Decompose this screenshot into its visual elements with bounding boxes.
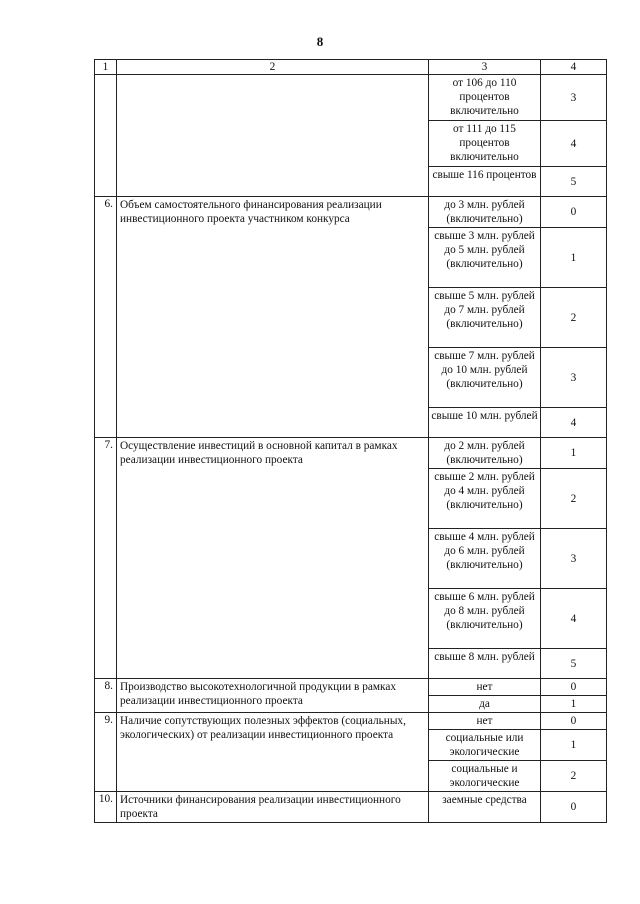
option-text: от 106 до 110 процентов включительно xyxy=(429,75,541,121)
table-row xyxy=(95,438,607,469)
header-cell-4: 4 xyxy=(541,60,607,75)
option-score: 3 xyxy=(541,75,607,121)
header-cell-3: 3 xyxy=(429,60,541,75)
option-text: социальные и экологические xyxy=(429,761,541,792)
criterion-text: Производство высокотехнологичной продукции в рамках реализации инвестиционного проекта xyxy=(117,679,429,713)
option-text: свыше 8 млн. рублей xyxy=(429,649,541,679)
option-text: свыше 4 млн. рублей до 6 млн. рублей (включительно) xyxy=(429,529,541,589)
option-text: свыше 6 млн. рублей до 8 млн. рублей (включительно) xyxy=(429,589,541,649)
row-number xyxy=(95,75,117,197)
option-score: 0 xyxy=(541,679,607,696)
table-row xyxy=(95,197,607,228)
header-cell-1: 1 xyxy=(95,60,117,75)
option-text: свыше 10 млн. рублей xyxy=(429,408,541,438)
criterion-text: Источники финансирования реализации инвестиционного проекта xyxy=(117,792,429,823)
option-score: 5 xyxy=(541,167,607,197)
option-text: свыше 3 млн. рублей до 5 млн. рублей (включительно) xyxy=(429,228,541,288)
option-score: 2 xyxy=(541,761,607,792)
option-score: 1 xyxy=(541,438,607,469)
row-number: 10. xyxy=(95,792,117,823)
criterion-text: Осуществление инвестиций в основной капитал в рамках реализации инвестиционного проекта xyxy=(117,438,429,679)
criterion-text: Объем самостоятельного финансирования реализации инвестиционного проекта участником конкурса xyxy=(117,197,429,438)
option-score: 5 xyxy=(541,649,607,679)
option-score: 1 xyxy=(541,730,607,761)
page-number: 8 xyxy=(316,34,324,49)
row-number: 8. xyxy=(95,679,117,713)
option-text: да xyxy=(429,696,541,713)
option-score: 0 xyxy=(541,792,607,823)
option-score: 1 xyxy=(541,696,607,713)
table-row xyxy=(95,75,607,121)
option-text: свыше 116 процентов xyxy=(429,167,541,197)
option-score: 4 xyxy=(541,121,607,167)
row-number: 7. xyxy=(95,438,117,679)
header-cell-2: 2 xyxy=(117,60,429,75)
option-text: свыше 2 млн. рублей до 4 млн. рублей (включительно) xyxy=(429,469,541,529)
option-score: 0 xyxy=(541,713,607,730)
criterion-text: Наличие сопутствующих полезных эффектов (социальных, экологических) от реализации инвестиционного проекта xyxy=(117,713,429,792)
table-row xyxy=(95,679,607,696)
option-text: свыше 7 млн. рублей до 10 млн. рублей (включительно) xyxy=(429,348,541,408)
option-score: 0 xyxy=(541,197,607,228)
option-text: от 111 до 115 процентов включительно xyxy=(429,121,541,167)
row-number: 9. xyxy=(95,713,117,792)
option-score: 2 xyxy=(541,469,607,529)
header-row xyxy=(95,60,607,75)
option-text: нет xyxy=(429,679,541,696)
row-number: 6. xyxy=(95,197,117,438)
option-score: 3 xyxy=(541,529,607,589)
option-score: 3 xyxy=(541,348,607,408)
option-score: 4 xyxy=(541,408,607,438)
table-row xyxy=(95,792,607,823)
option-text: свыше 5 млн. рублей до 7 млн. рублей (включительно) xyxy=(429,288,541,348)
option-score: 1 xyxy=(541,228,607,288)
option-text: социальные или экологические xyxy=(429,730,541,761)
criteria-table xyxy=(94,59,607,823)
criteria-table-body xyxy=(95,60,607,823)
option-score: 2 xyxy=(541,288,607,348)
table-row xyxy=(95,713,607,730)
option-text: заемные средства xyxy=(429,792,541,823)
option-text: до 3 млн. рублей (включительно) xyxy=(429,197,541,228)
option-text: нет xyxy=(429,713,541,730)
option-score: 4 xyxy=(541,589,607,649)
option-text: до 2 млн. рублей (включительно) xyxy=(429,438,541,469)
criterion-text xyxy=(117,75,429,197)
